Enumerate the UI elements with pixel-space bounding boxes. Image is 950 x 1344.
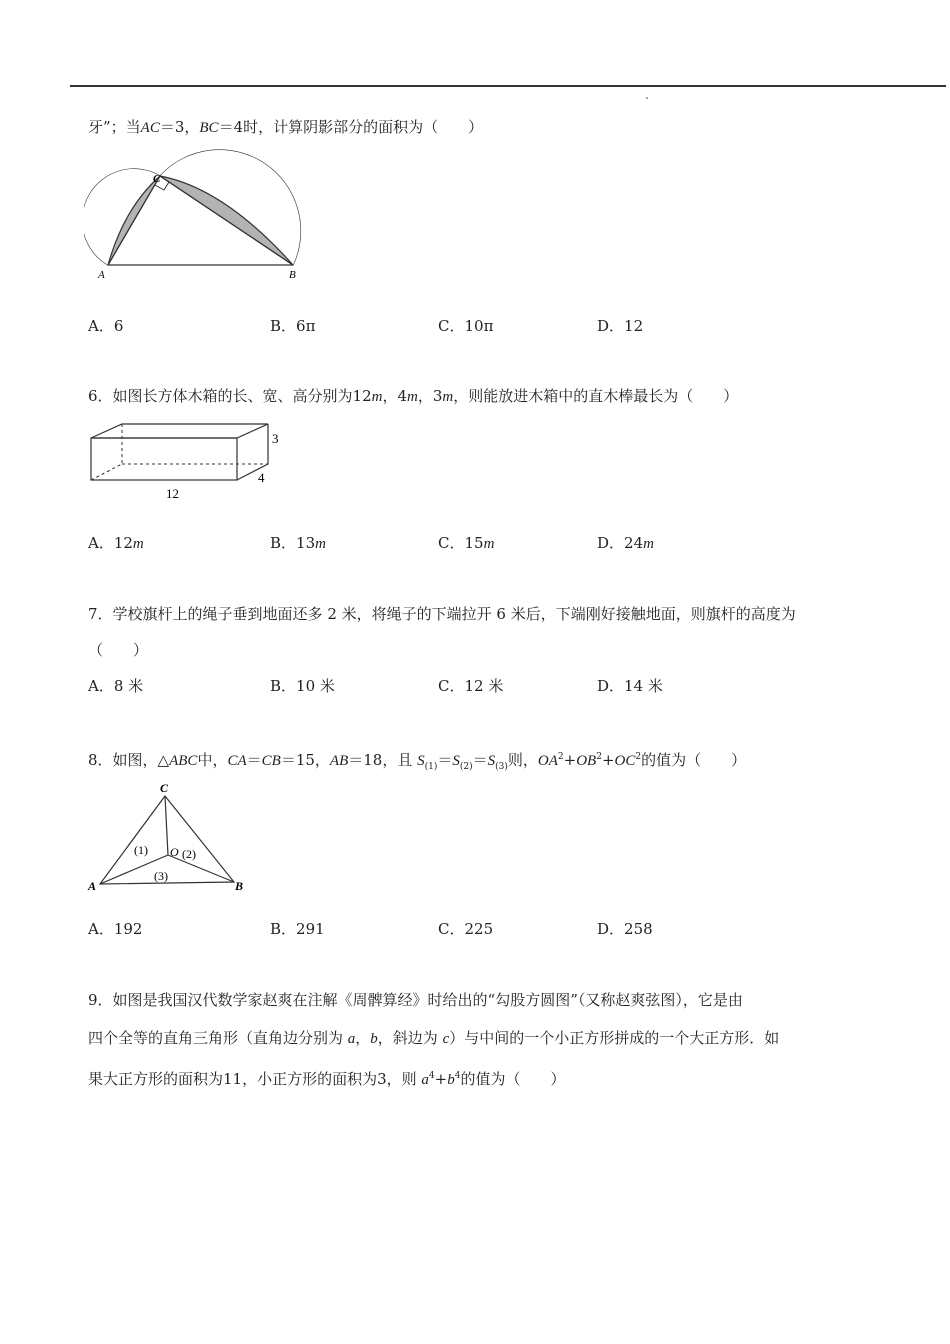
q8-region-3: (3) [154,869,168,883]
q8-option-c[interactable]: C．225 [438,920,494,938]
q6-label-height: 3 [272,431,279,446]
q5-stem: 牙”；当AC＝3，BC＝4时，计算阴影部分的面积为（ ） [88,118,484,136]
q5-option-c[interactable]: C．10π [438,317,494,335]
q6-label-length: 12 [166,486,179,501]
q6-figure-box [84,418,284,503]
q8-option-d[interactable]: D．258 [597,920,653,938]
q5-label-a: A [98,269,105,281]
q6-option-c[interactable]: C．15m [438,534,495,552]
q6-option-a[interactable]: A．12m [88,534,144,552]
q9-stem-line2: 四个全等的直角三角形（直角边分别为 a，b，斜边为 c）与中间的一个小正方形拼成的一个大正方形．如 [88,1029,780,1047]
q8-region-1: (1) [134,843,148,857]
q8-label-b: B [235,879,244,893]
q8-option-a[interactable]: A．192 [88,920,143,938]
q8-label-o: O [170,845,179,859]
q8-label-c: C [160,781,169,795]
q5-option-a[interactable]: A．6 [88,317,124,335]
q5-option-b[interactable]: B．6π [270,317,316,335]
q8-region-2: (2) [182,847,196,861]
q8-option-b[interactable]: B．291 [270,920,325,938]
q6-option-b[interactable]: B．13m [270,534,326,552]
q5-option-d[interactable]: D．12 [597,317,644,335]
q8-figure-triangle [84,776,254,896]
q7-stem-line2: （ ） [88,641,149,659]
q5-figure-crescents [84,148,316,283]
q6-option-d[interactable]: D．24m [597,534,654,552]
q7-option-b[interactable]: B．10 米 [270,677,335,695]
q6-label-width: 4 [258,470,265,485]
q7-option-c[interactable]: C．12 米 [438,677,504,695]
q9-stem-line3: 果大正方形的面积为11，小正方形的面积为3，则 $a^4+b^4$的值为（ ） [88,1070,566,1088]
q9-stem-line1: 9．如图是我国汉代数学家赵爽在注解《周髀算经》时给出的“勾股方圆图”（又称赵爽弦图），它是由 [88,991,743,1009]
q5-label-c: C [153,173,161,185]
q7-option-d[interactable]: D．14 米 [597,677,663,695]
header-dot [646,97,648,99]
q5-label-b: B [289,269,296,281]
q6-stem: 6．如图长方体木箱的长、宽、高分别为12m，4m，3m，则能放进木箱中的直木棒最长为（ ） [88,387,739,405]
q7-stem-line1: 7．学校旗杆上的绳子垂到地面还多 2 米，将绳子的下端拉开 6 米后，下端刚好接触地面，则旗杆的高度为 [88,605,796,623]
header-rule [70,85,946,87]
q8-label-a: A [88,879,97,893]
q8-stem: 8．如图，△ABC中，CA＝CB＝15，AB＝18，且 $S_{(1)}=S_{(2)}=S_{(3)}$则，$OA^2+OB^2+OC^2$的值为（ ） [88,751,747,772]
q7-option-a[interactable]: A．8 米 [88,677,144,695]
